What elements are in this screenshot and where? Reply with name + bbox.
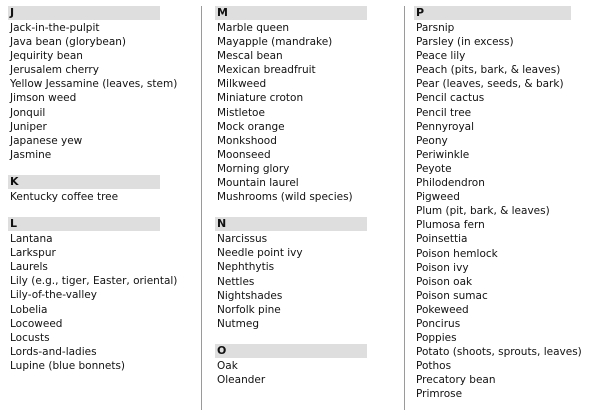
plant-list-item: Nettles [217, 275, 255, 288]
plant-list-item: Lupine (blue bonnets) [10, 359, 126, 372]
section-letter-header: N [215, 217, 367, 231]
plant-list-item: Poppies [416, 332, 457, 345]
plant-list-item: Peyote [416, 162, 452, 175]
plant-list-item: Plum (pit, bark, & leaves) [416, 205, 550, 218]
section-letter-header: L [8, 217, 160, 231]
plant-list-item: Peach (pits, bark, & leaves) [416, 64, 561, 77]
plant-list-item: Parsnip [416, 22, 455, 34]
letter-section [8, 217, 196, 373]
plant-list-item: Mistletoe [217, 106, 265, 119]
plant-list [414, 21, 596, 402]
plant-list-item: Lantana [10, 233, 53, 246]
plant-list-item: Parsley (in excess) [416, 36, 514, 49]
column-3 [414, 6, 596, 415]
section-letter-header: O [215, 344, 367, 358]
plant-list-item: Pear (leaves, seeds, & bark) [416, 78, 564, 91]
plant-list-item: Mountain laurel [217, 177, 299, 190]
plant-list-item: Needle point ivy [217, 247, 303, 260]
plant-list-item: Pigweed [416, 191, 460, 204]
plant-list-item: Morning glory [217, 162, 290, 175]
plant-list-item: Periwinkle [416, 148, 470, 161]
plant-list-item: Yellow Jessamine (leaves, stem) [10, 78, 178, 91]
letter-section [8, 175, 196, 204]
plant-list-item: Poinsettia [416, 233, 468, 246]
plant-list-item: Poison ivy [416, 261, 469, 274]
plant-list-item: Poison sumac [416, 289, 488, 302]
plant-list-item: Marble queen [217, 22, 290, 34]
plant-list-item: Japanese yew [10, 134, 83, 147]
plant-list [8, 190, 196, 204]
plant-list-item: Lily-of-the-valley [10, 289, 97, 302]
plant-list-item: Java bean (glorybean) [10, 36, 127, 49]
plant-list-item: Norfolk pine [217, 303, 281, 316]
plant-list-item: Laurels [10, 261, 48, 274]
plant-list-item: Lily (e.g., tiger, Easter, oriental) [10, 275, 178, 288]
column-divider [404, 6, 405, 410]
plant-list-item: Juniper [10, 120, 47, 133]
plant-list-item: Potato (shoots, sprouts, leaves) [416, 346, 582, 359]
plant-list-item: Nightshades [217, 289, 283, 302]
plant-list-item: Jerusalem cherry [10, 64, 99, 77]
plant-list-item: Oak [217, 359, 238, 372]
column-2 [215, 6, 403, 400]
plant-list-item: Monkshood [217, 134, 277, 147]
plant-list [215, 21, 403, 204]
plant-list-item: Milkweed [217, 78, 267, 91]
plant-list-item: Primrose [416, 388, 463, 401]
plant-list-item: Pencil cactus [416, 92, 485, 105]
plant-list-item: Mexican breadfruit [217, 64, 316, 77]
plant-list-item: Poison oak [416, 275, 473, 288]
plant-list-item: Kentucky coffee tree [10, 190, 119, 203]
plant-list-item: Jimson weed [10, 92, 77, 105]
letter-section [215, 6, 403, 204]
plant-list-item: Moonseed [217, 148, 271, 161]
plant-list-item: Mushrooms (wild species) [217, 191, 353, 204]
plant-list-item: Jack-in-the-pulpit [10, 22, 100, 34]
section-letter-header: K [8, 175, 160, 189]
plant-list-item: Larkspur [10, 247, 56, 260]
plant-list-item: Peace lily [416, 50, 466, 63]
plant-list-item: Nephthytis [217, 261, 275, 274]
plant-list-item: Pothos [416, 360, 452, 373]
plant-list-item: Mock orange [217, 120, 285, 133]
plant-list-item: Narcissus [217, 233, 268, 246]
letter-section [215, 344, 403, 387]
column-1 [8, 6, 196, 386]
plant-list-item: Pencil tree [416, 106, 472, 119]
plant-list [215, 232, 403, 331]
plant-list-item: Locoweed [10, 317, 63, 330]
plant-list-item: Pennyroyal [416, 120, 475, 133]
plant-list-item: Peony [416, 134, 448, 147]
plant-list-item: Oleander [217, 373, 266, 386]
plant-list-item: Poison hemlock [416, 247, 498, 260]
section-letter-header: P [414, 6, 571, 20]
plant-list-item: Pokeweed [416, 303, 469, 316]
section-letter-header: J [8, 6, 160, 20]
plant-list-item: Precatory bean [416, 374, 496, 387]
plant-list-item: Locusts [10, 331, 50, 344]
plant-list-item: Nutmeg [217, 317, 259, 330]
plant-list [215, 359, 403, 387]
plant-list-item: Miniature croton [217, 92, 304, 105]
letter-section [215, 217, 403, 331]
plant-list-item: Mescal bean [217, 50, 283, 63]
plant-list-item: Jasmine [10, 148, 52, 161]
section-letter-header: M [215, 6, 367, 20]
plant-list-item: Lobelia [10, 303, 48, 316]
column-divider [201, 6, 202, 410]
plant-list-item: Plumosa fern [416, 219, 485, 232]
plant-list-item: Poncirus [416, 317, 461, 330]
plant-list-item: Jonquil [10, 106, 46, 119]
letter-section [414, 6, 596, 402]
plant-list-item: Mayapple (mandrake) [217, 36, 333, 49]
plant-list [8, 232, 196, 373]
plant-list [8, 21, 196, 162]
letter-section [8, 6, 196, 162]
plant-list-item: Lords-and-ladies [10, 345, 97, 358]
plant-list-item: Jequirity bean [10, 50, 83, 63]
plant-list-item: Philodendron [416, 177, 485, 190]
